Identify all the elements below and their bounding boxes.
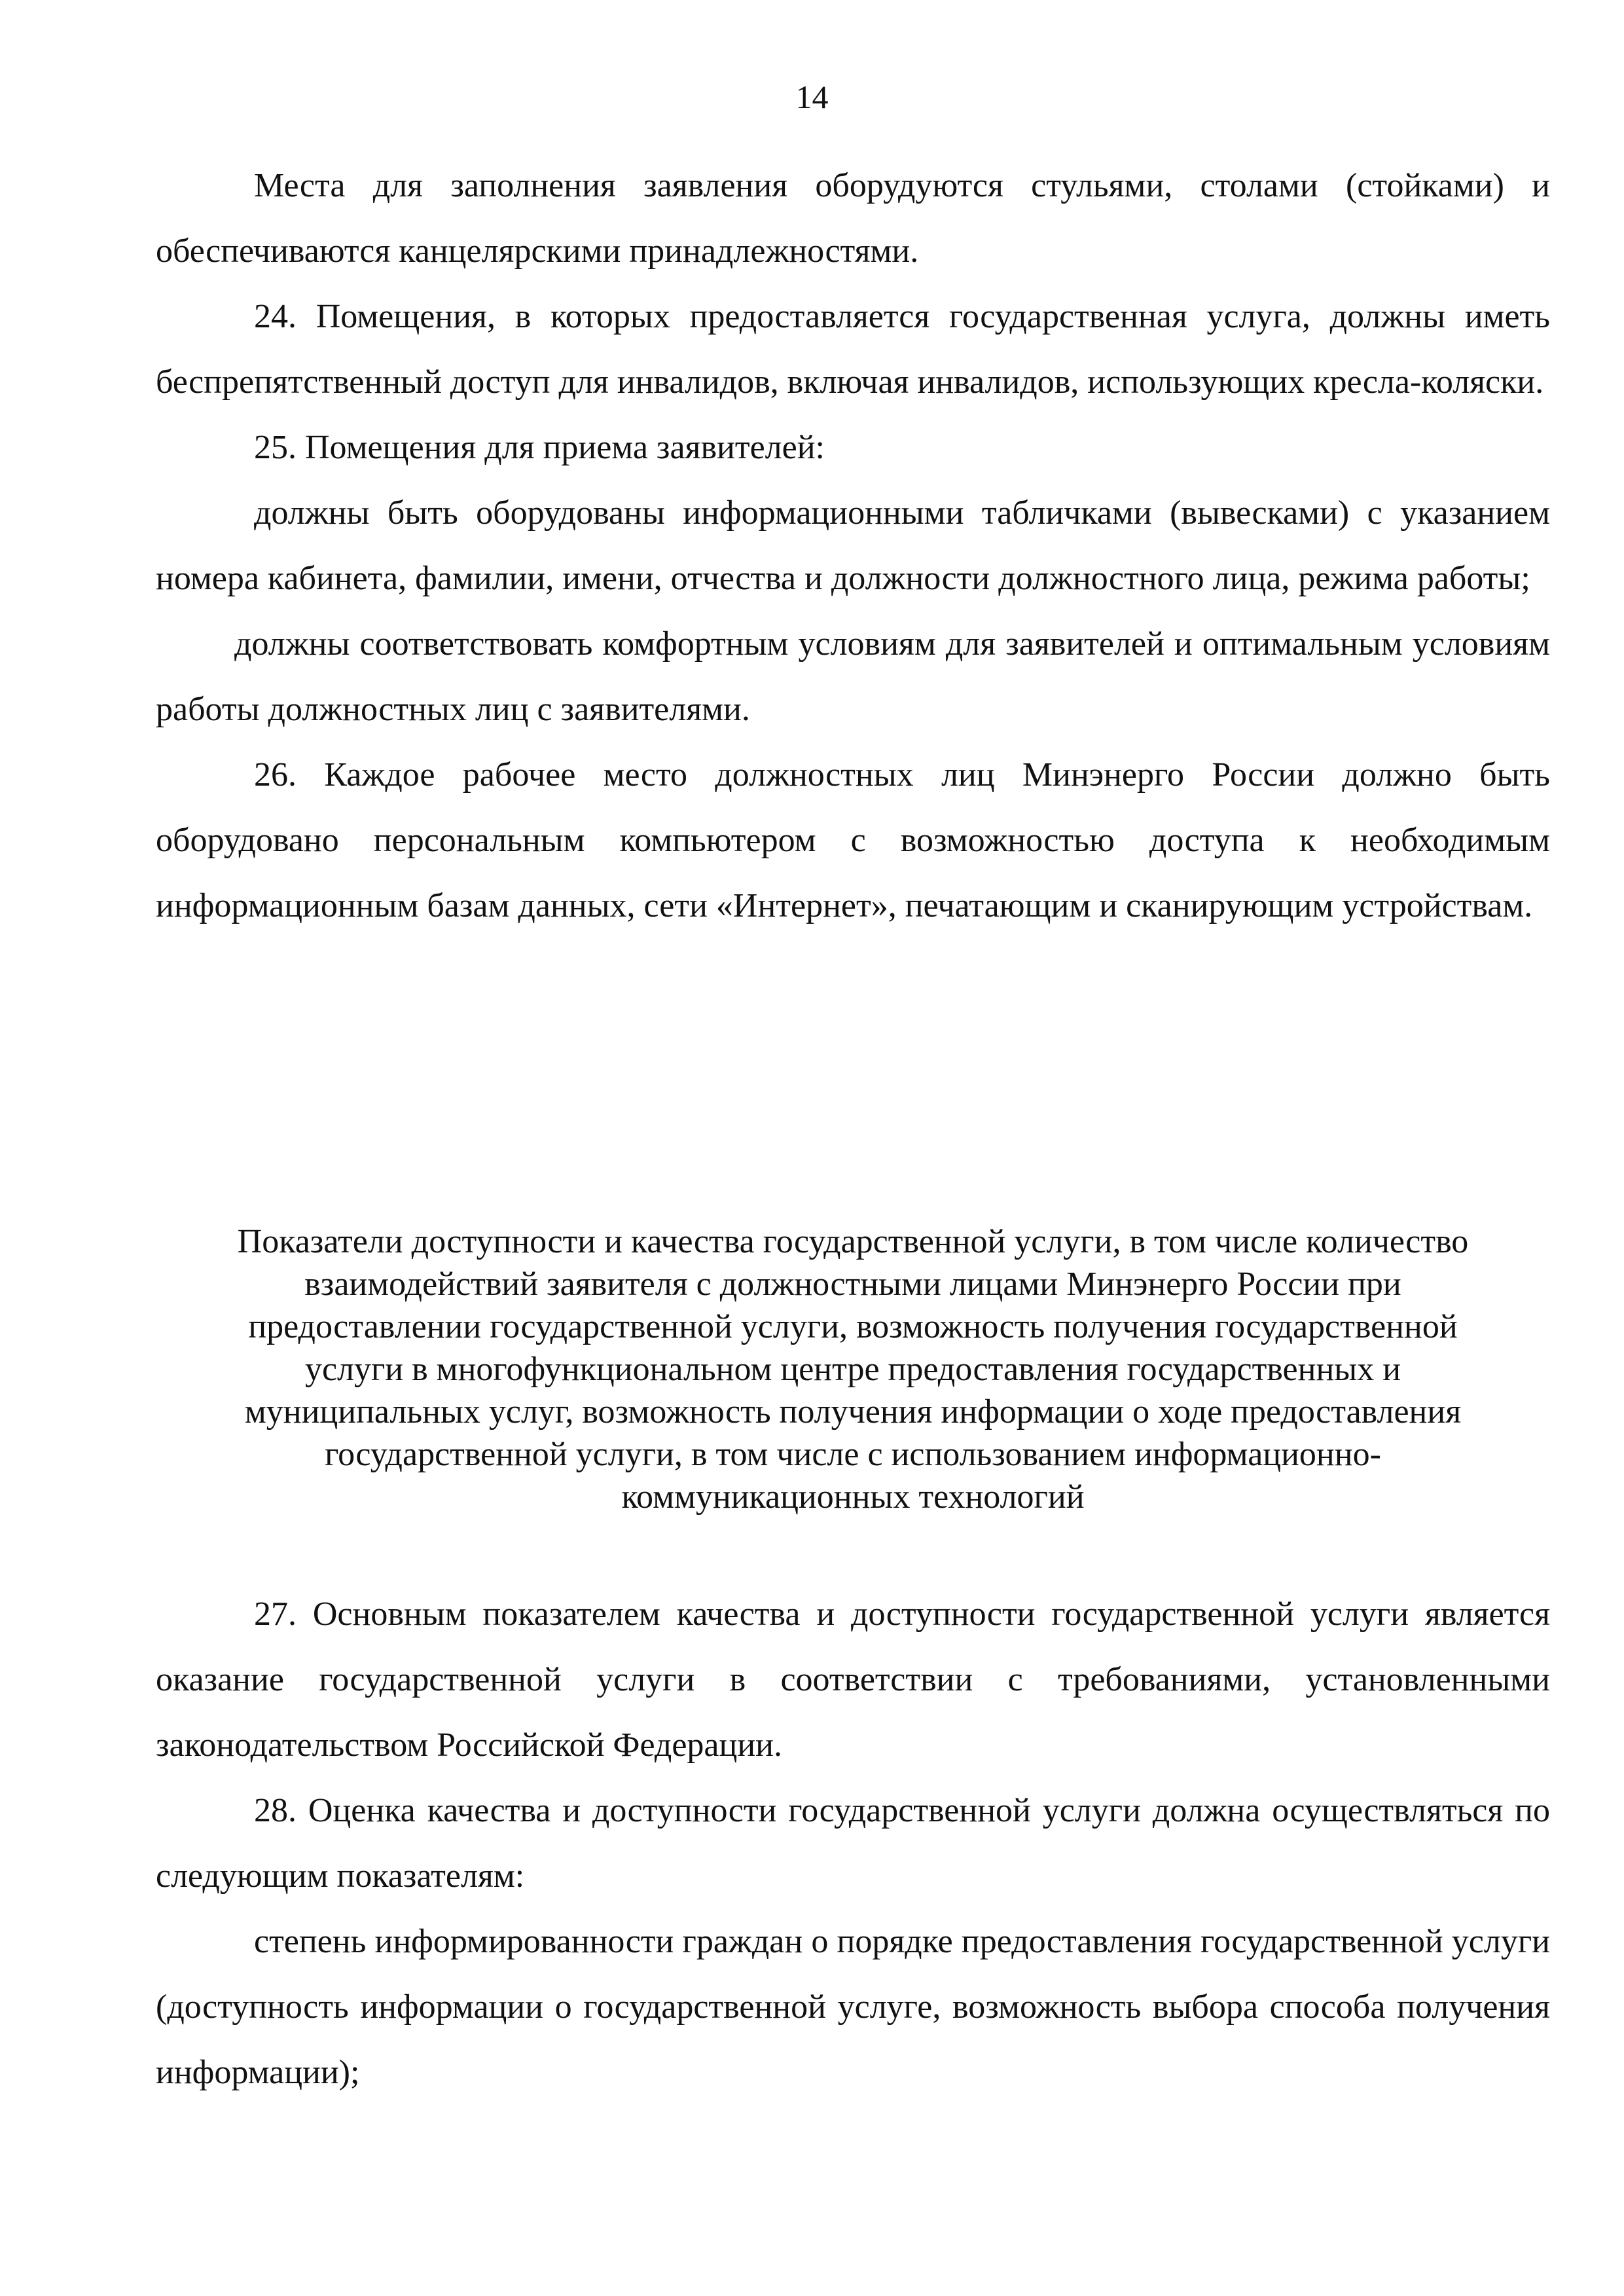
page-number: 14 (795, 79, 829, 115)
paragraph-28: 28. Оценка качества и доступности государственной услуги должна осуществляться по следующим показателям: (156, 1792, 1550, 1895)
body-text-bottom (156, 1582, 1550, 2105)
paragraph-filling-places: Места для заполнения заявления оборудуются стульями, столами (стойками) и обеспечиваются канцелярскими принадлежностями. (156, 167, 1550, 270)
body-text-top (156, 153, 1550, 939)
paragraph-25-comfort: должны соответствовать комфортным условиям для заявителей и оптимальным условиям работы должностных лиц с заявителями. (156, 625, 1550, 728)
paragraph-28-awareness: степень информированности граждан о порядке предоставления государственной услуги (доступность информации о государственной услуге, возможность выбора способа получения информации); (156, 1923, 1550, 2091)
paragraph-24: 24. Помещения, в которых предоставляется государственная услуга, должны иметь беспрепятственный доступ для инвалидов, включая инвалидов, использующих кресла-коляски. (156, 298, 1550, 401)
section-heading (156, 1220, 1550, 1518)
heading-line: муниципальных услуг, возможность получения информации о ходе предоставления (244, 1393, 1462, 1430)
heading-line: предоставлении государственной услуги, возможность получения государственной (248, 1308, 1458, 1345)
heading-line: услуги в многофункциональном центре предоставления государственных и (304, 1351, 1401, 1388)
paragraph-26: 26. Каждое рабочее место должностных лиц Минэнерго России должно быть оборудовано персональным компьютером с возможностью доступа к необходимым информационным базам данных, сети «Интернет», печатающим и сканирующим устройствам. (156, 756, 1550, 924)
paragraph-25-equipment: должны быть оборудованы информационными табличками (вывесками) с указанием номера кабинета, фамилии, имени, отчества и должности должностного лица, режима работы; (156, 494, 1550, 597)
heading-line: государственной услуги, в том числе с использованием информационно- (325, 1436, 1381, 1473)
paragraph-27: 27. Основным показателем качества и доступности государственной услуги является оказание государственной услуги в соответствии с требованиями, установленными законодательством Российской Федерации. (156, 1595, 1550, 1764)
heading-line: коммуникационных технологий (621, 1478, 1085, 1516)
paragraph-25: 25. Помещения для приема заявителей: (254, 429, 825, 466)
heading-line: Показатели доступности и качества государственной услуги, в том числе количество (237, 1223, 1469, 1260)
heading-line: взаимодействий заявителя с должностными лицами Минэнерго России при (304, 1266, 1401, 1303)
